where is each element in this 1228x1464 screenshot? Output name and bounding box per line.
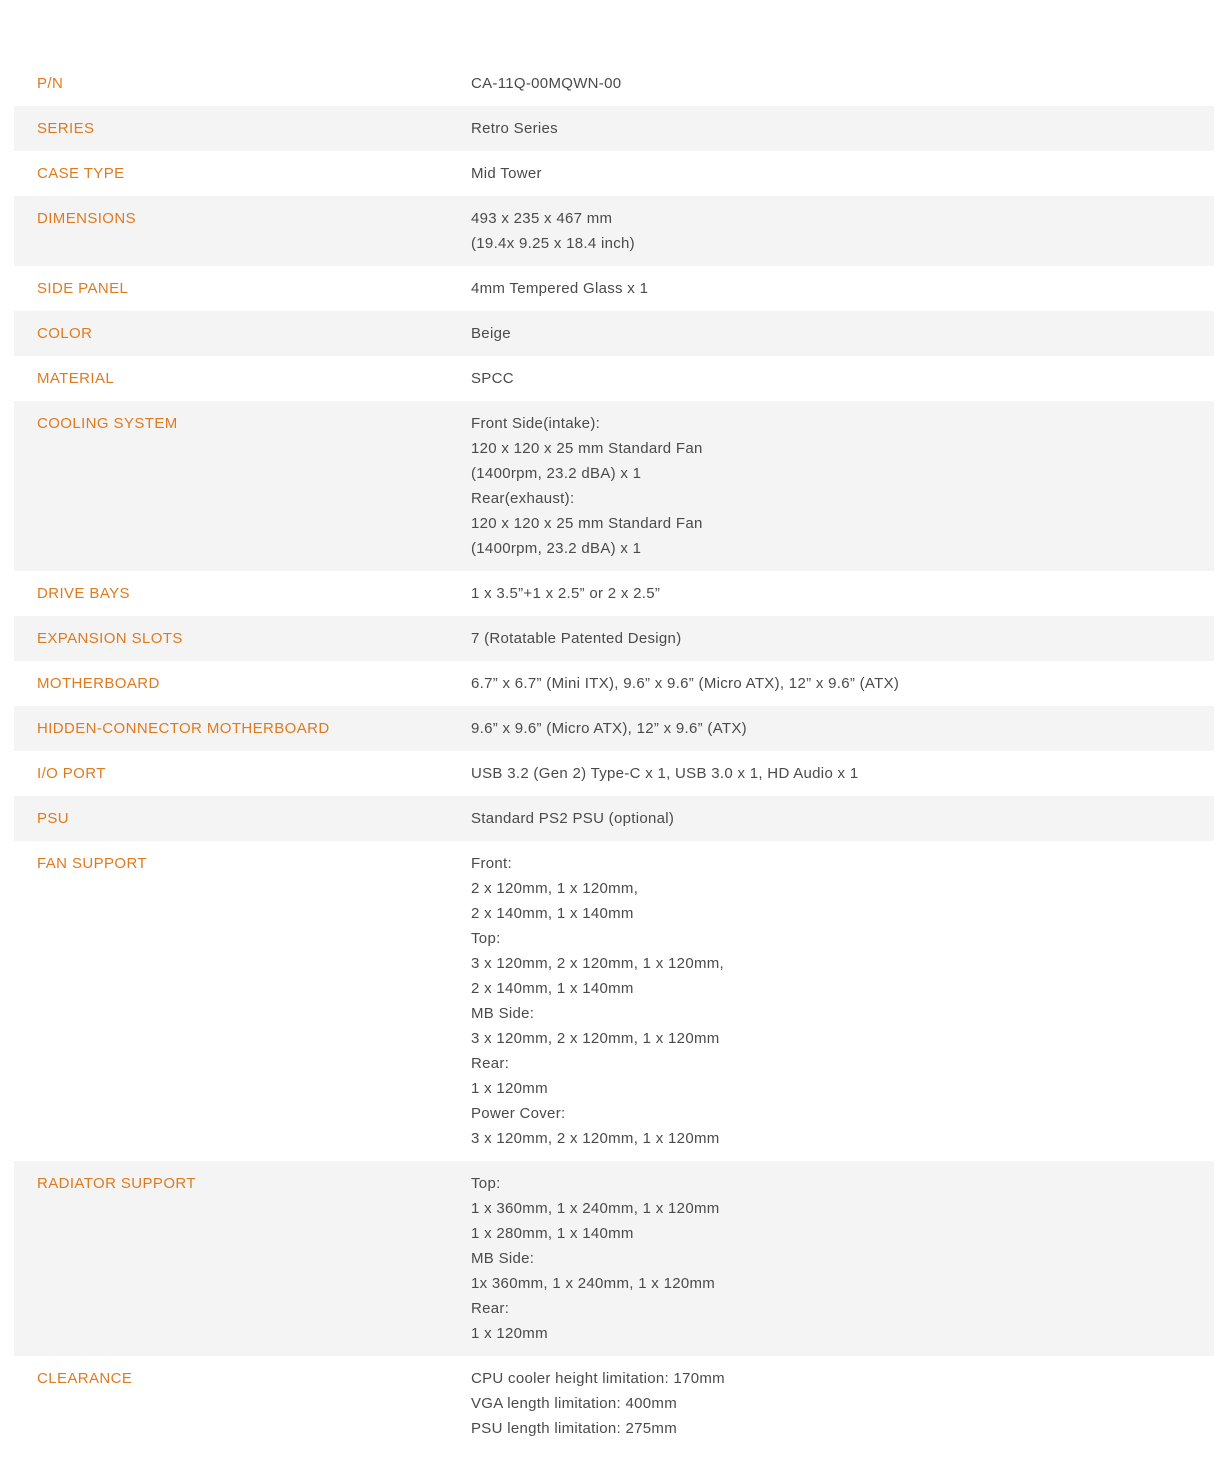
spec-table [14,61,1214,1451]
spec-value-line: Power Cover: [471,1105,566,1122]
spec-row [14,661,1214,706]
spec-value [471,626,1214,651]
spec-value-line: Mid Tower [471,165,542,182]
spec-label: HIDDEN-CONNECTOR MOTHERBOARD [37,720,330,737]
spec-value [471,1366,1214,1441]
spec-value-line: 120 x 120 x 25 mm Standard Fan [471,515,703,532]
spec-value-line: (19.4x 9.25 x 18.4 inch) [471,235,635,252]
spec-value-line: USB 3.2 (Gen 2) Type-C x 1, USB 3.0 x 1, HD Audio x 1 [471,765,859,782]
spec-value-line: 1 x 120mm [471,1080,548,1097]
spec-label: COLOR [37,325,93,342]
spec-value-line: 9.6” x 9.6” (Micro ATX), 12” x 9.6” (ATX) [471,720,747,737]
spec-value [471,716,1214,741]
spec-label: DRIVE BAYS [37,585,130,602]
spec-row [14,401,1214,571]
spec-value [471,366,1214,391]
spec-label: FAN SUPPORT [37,855,147,872]
spec-row [14,1356,1214,1451]
spec-row [14,151,1214,196]
spec-value-line: 3 x 120mm, 2 x 120mm, 1 x 120mm, [471,955,725,972]
spec-value-line: 3 x 120mm, 2 x 120mm, 1 x 120mm [471,1030,720,1047]
spec-label: P/N [37,75,64,92]
spec-value [471,161,1214,186]
spec-value-line: Beige [471,325,511,342]
spec-value-line: 1 x 3.5”+1 x 2.5” or 2 x 2.5” [471,585,661,602]
spec-row [14,356,1214,401]
spec-row [14,571,1214,616]
spec-value-line: Retro Series [471,120,558,137]
spec-label: CASE TYPE [37,165,125,182]
spec-value-line: (1400rpm, 23.2 dBA) x 1 [471,465,642,482]
spec-value [471,761,1214,786]
spec-value [471,276,1214,301]
spec-value [471,1171,1214,1346]
spec-value [471,411,1214,561]
spec-label: RADIATOR SUPPORT [37,1175,196,1192]
spec-value [471,206,1214,256]
spec-row [14,1161,1214,1356]
spec-value-line: MB Side: [471,1005,535,1022]
spec-value-line: Top: [471,1175,501,1192]
spec-label: PSU [37,810,70,827]
spec-value-line: CPU cooler height limitation: 170mm [471,1370,725,1387]
spec-label: I/O PORT [37,765,106,782]
spec-value-line: CA-11Q-00MQWN-00 [471,75,622,92]
spec-label: MATERIAL [37,370,115,387]
spec-row [14,751,1214,796]
spec-value-line: PSU length limitation: 275mm [471,1420,677,1437]
spec-value-line: Front: [471,855,512,872]
spec-value-line: Rear: [471,1055,510,1072]
spec-value-line: 1 x 280mm, 1 x 140mm [471,1225,634,1242]
spec-value-line: Front Side(intake): [471,415,601,432]
spec-value [471,851,1214,1151]
spec-value [471,116,1214,141]
spec-value-line: 1x 360mm, 1 x 240mm, 1 x 120mm [471,1275,716,1292]
spec-value-line: Standard PS2 PSU (optional) [471,810,675,827]
spec-label: DIMENSIONS [37,210,137,227]
spec-value [471,71,1214,96]
spec-row [14,706,1214,751]
spec-value-line: 6.7” x 6.7” (Mini ITX), 9.6” x 9.6” (Micro ATX), 12” x 9.6” (ATX) [471,675,900,692]
spec-value-line: MB Side: [471,1250,535,1267]
spec-value-line: Rear(exhaust): [471,490,575,507]
spec-row [14,841,1214,1161]
spec-value-line: 3 x 120mm, 2 x 120mm, 1 x 120mm [471,1130,720,1147]
spec-label: CLEARANCE [37,1370,133,1387]
spec-value [471,321,1214,346]
spec-value [471,671,1214,696]
spec-label: EXPANSION SLOTS [37,630,183,647]
spec-value-line: Rear: [471,1300,510,1317]
spec-label: SIDE PANEL [37,280,129,297]
spec-value-line: 1 x 120mm [471,1325,548,1342]
spec-value [471,806,1214,831]
spec-row [14,616,1214,661]
spec-value-line: 120 x 120 x 25 mm Standard Fan [471,440,703,457]
spec-value [471,581,1214,606]
spec-value-line: 7 (Rotatable Patented Design) [471,630,682,647]
spec-value-line: 2 x 140mm, 1 x 140mm [471,980,634,997]
spec-row [14,196,1214,266]
spec-label: SERIES [37,120,95,137]
spec-value-line: (1400rpm, 23.2 dBA) x 1 [471,540,642,557]
spec-row [14,61,1214,106]
spec-value-line: Top: [471,930,501,947]
spec-label: MOTHERBOARD [37,675,160,692]
spec-value-line: SPCC [471,370,514,387]
spec-row [14,106,1214,151]
spec-value-line: VGA length limitation: 400mm [471,1395,677,1412]
spec-value-line: 2 x 120mm, 1 x 120mm, [471,880,639,897]
spec-row [14,796,1214,841]
spec-row [14,266,1214,311]
spec-label: COOLING SYSTEM [37,415,178,432]
spec-value-line: 2 x 140mm, 1 x 140mm [471,905,634,922]
spec-value-line: 1 x 360mm, 1 x 240mm, 1 x 120mm [471,1200,720,1217]
spec-value-line: 493 x 235 x 467 mm [471,210,613,227]
spec-value-line: 4mm Tempered Glass x 1 [471,280,649,297]
spec-row [14,311,1214,356]
